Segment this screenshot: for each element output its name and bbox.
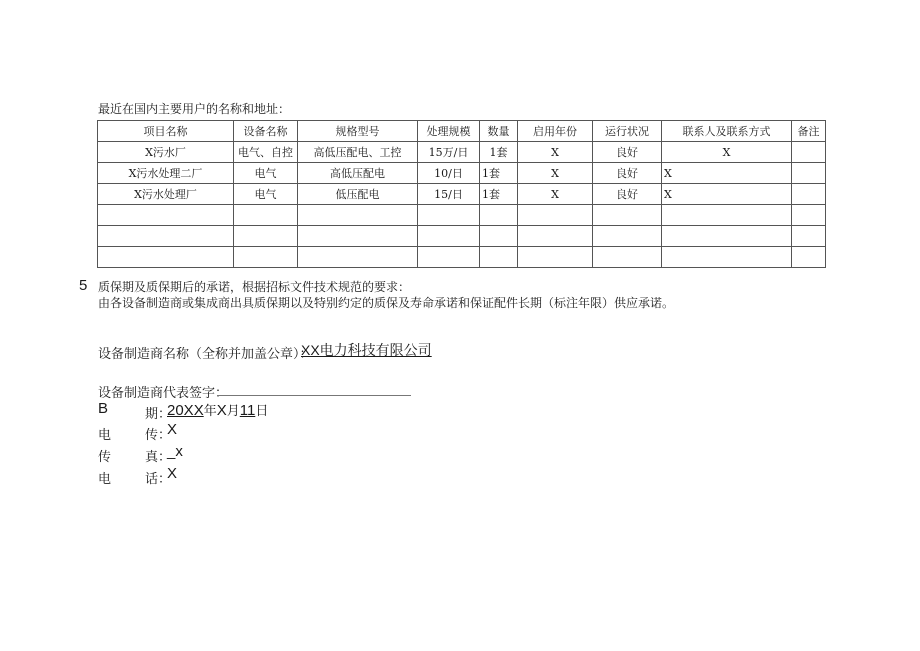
fax-label-a: 传: [98, 450, 112, 465]
table-cell: [418, 205, 480, 226]
table-cell: 10/日: [418, 163, 480, 184]
table-cell: 15/日: [418, 184, 480, 205]
table-cell: [593, 205, 662, 226]
tel-value: X: [167, 465, 178, 482]
table-cell: [518, 226, 593, 247]
table-row: [98, 226, 826, 247]
table-cell: 15万/日: [418, 142, 480, 163]
table-cell: [298, 226, 418, 247]
table-cell: [480, 247, 518, 268]
date-label-a: B: [98, 400, 109, 417]
table-cell: [662, 247, 792, 268]
table-row: [98, 163, 826, 184]
table-cell: [234, 226, 298, 247]
table-cell: [593, 226, 662, 247]
table-cell: 高低压配电: [298, 163, 418, 184]
table-cell: X: [662, 142, 792, 163]
header-project: 项目名称: [98, 121, 234, 142]
table-cell: 1套: [480, 184, 518, 205]
table-cell: X污水厂: [98, 142, 234, 163]
date-value: [167, 400, 268, 419]
users-table: [97, 120, 826, 268]
table-cell: X: [662, 184, 792, 205]
table-cell: [792, 205, 826, 226]
date-day: 11: [239, 402, 256, 419]
date-label-b: 期：: [145, 407, 172, 422]
table-cell: [792, 142, 826, 163]
table-cell: X: [518, 184, 593, 205]
signature-line[interactable]: [217, 395, 411, 396]
date-year: 20XX: [167, 402, 204, 419]
table-cell: [518, 205, 593, 226]
table-cell: X污水处理厂: [98, 184, 234, 205]
section-body: 由各设备制造商或集成商出具质保期以及特别约定的质保及寿命承诺和保证配件长期（标注年限）供应承诺。: [98, 296, 675, 310]
header-contact: 联系人及联系方式: [662, 121, 792, 142]
table-cell: [98, 205, 234, 226]
table-cell: X: [518, 163, 593, 184]
table-row: [98, 184, 826, 205]
table-cell: [792, 184, 826, 205]
table-cell: [298, 247, 418, 268]
table-cell: [593, 247, 662, 268]
table-cell: [98, 247, 234, 268]
table-cell: 电气: [234, 184, 298, 205]
manufacturer-name: XX电力科技有限公司: [301, 342, 432, 358]
table-cell: [662, 205, 792, 226]
date-day-unit: 日: [255, 404, 269, 419]
table-cell: [792, 163, 826, 184]
phone-label-a: 电: [98, 428, 112, 443]
date-month: X: [216, 402, 227, 419]
table-cell: X污水处理二厂: [98, 163, 234, 184]
date-year-unit: 年: [203, 404, 217, 419]
tel-label-a: 电: [98, 472, 112, 487]
table-cell: 电气: [234, 163, 298, 184]
table-cell: 1套: [480, 163, 518, 184]
table-cell: X: [662, 163, 792, 184]
table-header-row: [98, 121, 826, 142]
section-title: 质保期及质保期后的承诺，根据招标文件技术规范的要求：: [98, 280, 411, 294]
table-row: [98, 247, 826, 268]
table-cell: [234, 247, 298, 268]
table-row: [98, 205, 826, 226]
fax-label-b: 真：: [145, 450, 172, 465]
table-cell: [418, 226, 480, 247]
table-cell: 良好: [593, 142, 662, 163]
table-cell: [298, 205, 418, 226]
table-cell: 1套: [480, 142, 518, 163]
table-cell: [792, 226, 826, 247]
table-cell: [418, 247, 480, 268]
table-cell: [792, 247, 826, 268]
phone-label-b: 传：: [145, 428, 172, 443]
phone-value: X: [167, 421, 178, 438]
table-cell: [98, 226, 234, 247]
table-cell: 电气、自控: [234, 142, 298, 163]
table-cell: [662, 226, 792, 247]
header-year: 启用年份: [518, 121, 593, 142]
table-cell: [234, 205, 298, 226]
table-cell: [518, 247, 593, 268]
table-cell: [480, 226, 518, 247]
header-remarks: 备注: [792, 121, 826, 142]
header-quantity: 数量: [480, 121, 518, 142]
table-cell: X: [518, 142, 593, 163]
tel-label-b: 话：: [145, 472, 172, 487]
manufacturer-label: 设备制造商名称（全称并加盖公章）：: [98, 347, 313, 362]
intro-text: 最近在国内主要用户的名称和地址：: [98, 102, 291, 116]
table-cell: 良好: [593, 163, 662, 184]
table-cell: 低压配电: [298, 184, 418, 205]
header-status: 运行状况: [593, 121, 662, 142]
date-month-unit: 月: [226, 404, 240, 419]
fax-value: _x: [167, 443, 183, 460]
table-row: [98, 142, 826, 163]
header-spec: 规格型号: [298, 121, 418, 142]
header-equipment: 设备名称: [234, 121, 298, 142]
table-cell: 高低压配电、工控: [298, 142, 418, 163]
table-cell: [480, 205, 518, 226]
table-cell: 良好: [593, 184, 662, 205]
representative-label: 设备制造商代表签字：: [98, 386, 229, 401]
header-capacity: 处理规模: [418, 121, 480, 142]
section-number: 5: [79, 277, 88, 294]
